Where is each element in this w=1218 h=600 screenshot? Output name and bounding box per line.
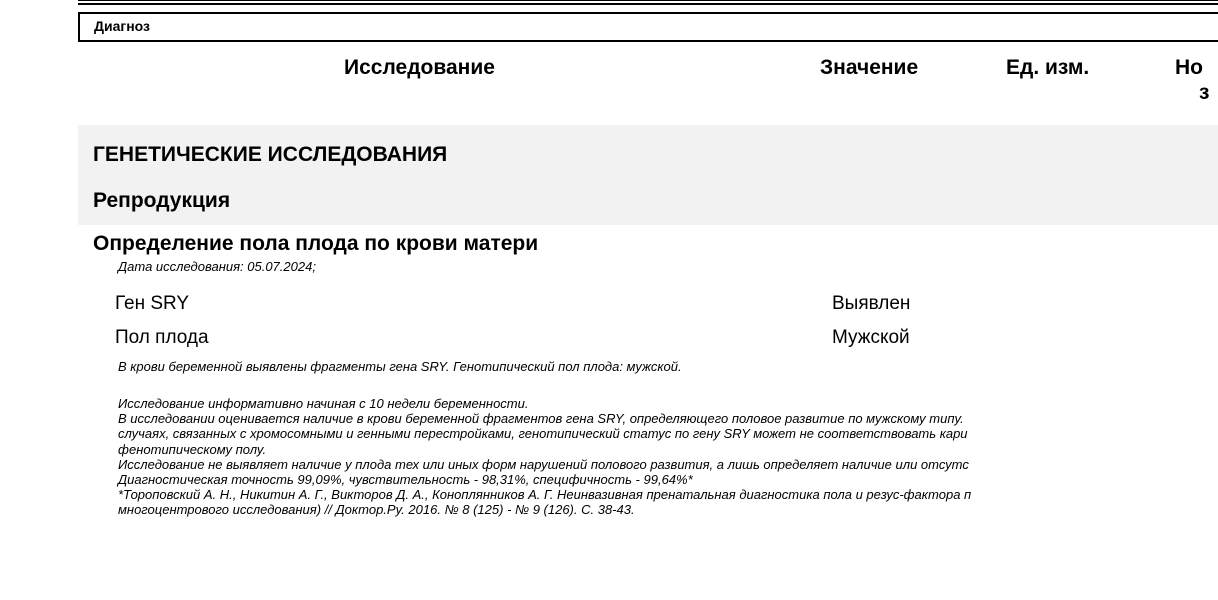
column-header-value: Значение (820, 56, 919, 79)
section-band (78, 125, 1218, 181)
note-line: Диагностическая точность 99,09%, чувствительность - 98,31%, специфичность - 99,64%* (118, 472, 693, 488)
top-rule (78, 0, 1218, 5)
note-line: случаях, связанных с хромосомными и генными перестройками, генотипический статус по гену SRY может не соответствовать кари (118, 426, 968, 442)
column-header-norm: Но (1175, 56, 1203, 79)
column-header-unit: Ед. изм. (1006, 56, 1090, 79)
result-value-sex: Мужской (832, 327, 910, 348)
result-value-sry: Выявлен (832, 293, 911, 314)
column-header-norm-line2: з (1199, 81, 1210, 104)
notes-block (118, 396, 1198, 518)
diagnosis-label: Диагноз (94, 18, 150, 34)
subsection-title: Репродукция (93, 189, 231, 212)
subsection-band (78, 181, 1218, 225)
diagnosis-box (78, 12, 1218, 42)
test-date: Дата исследования: 05.07.2024; (118, 259, 316, 274)
result-name-sry: Ген SRY (115, 293, 190, 314)
note-line: *Тороповский А. Н., Никитин А. Г., Викторов Д. А., Коноплянников А. Г. Неинвазивная пренатальная диагностика пола и резус-фактора п (118, 487, 972, 503)
note-line: Исследование не выявляет наличие у плода тех или иных форм нарушений полового развития, а лишь определяет наличие или отсутс (118, 456, 969, 472)
column-header-study: Исследование (344, 56, 495, 79)
result-name-sex: Пол плода (115, 327, 209, 348)
note-line: многоцентрового исследования) // Доктор.Ру. 2016. № 8 (125) - № 9 (126). С. 38-43. (118, 502, 635, 518)
note-line: Исследование информативно начиная с 10 недели беременности. (118, 396, 529, 411)
note-line: В исследовании оценивается наличие в крови беременной фрагментов гена SRY, определяющего половое развитие по мужскому типу. (118, 411, 964, 427)
test-title: Определение пола плода по крови матери (93, 232, 539, 255)
note-line: фенотипическому полу. (118, 441, 267, 457)
conclusion-text: В крови беременной выявлены фрагменты гена SRY. Генотипический пол плода: мужской. (118, 359, 682, 374)
section-title: ГЕНЕТИЧЕСКИЕ ИССЛЕДОВАНИЯ (93, 143, 448, 166)
